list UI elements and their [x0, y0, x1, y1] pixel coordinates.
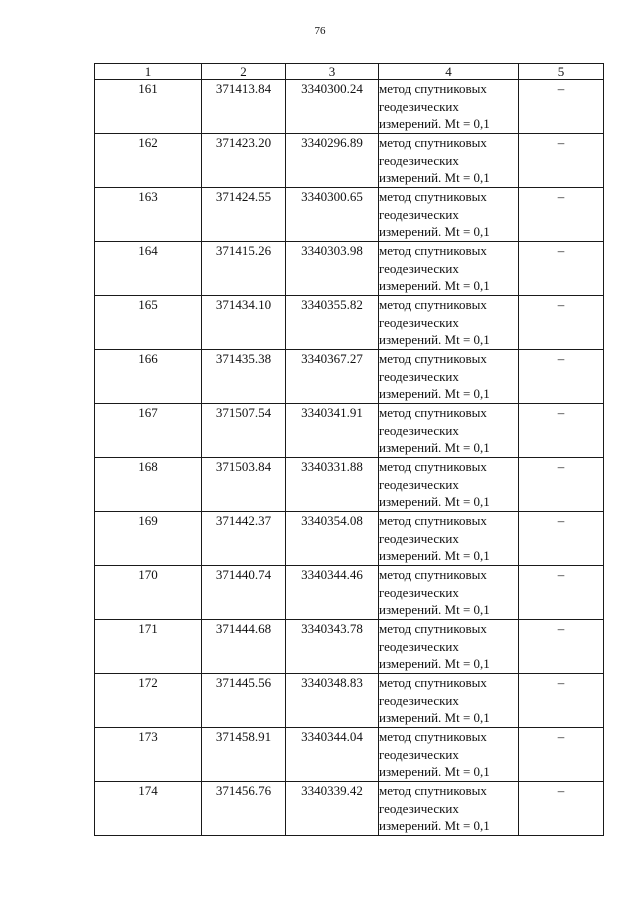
- table-row: [95, 80, 604, 134]
- y-coordinate-cell: 3340343.78: [286, 620, 379, 674]
- note-cell: –: [519, 80, 604, 134]
- x-coordinate-cell: 371444.68: [202, 620, 286, 674]
- x-coordinate-cell: 371503.84: [202, 458, 286, 512]
- coordinates-table: [94, 63, 604, 836]
- point-number-cell: 167: [95, 404, 202, 458]
- x-coordinate-cell: 371445.56: [202, 674, 286, 728]
- method-line: геодезических: [379, 638, 459, 654]
- method-cell: [379, 134, 519, 188]
- table-row: [95, 350, 604, 404]
- y-coordinate-cell: 3340303.98: [286, 242, 379, 296]
- point-number-cell: 165: [95, 296, 202, 350]
- method-line: метод спутниковых: [379, 783, 487, 798]
- method-line: геодезических: [379, 476, 459, 492]
- method-line: геодезических: [379, 746, 459, 762]
- method-line: геодезических: [379, 98, 459, 114]
- method-line: метод спутниковых: [379, 189, 487, 204]
- note-cell: –: [519, 242, 604, 296]
- column-header: 3: [286, 64, 379, 80]
- point-number-cell: 174: [95, 782, 202, 836]
- table-body: [95, 80, 604, 836]
- point-number-cell: 166: [95, 350, 202, 404]
- table-row: [95, 512, 604, 566]
- method-cell: [379, 188, 519, 242]
- method-line: измерений. Mt = 0,1: [379, 494, 490, 509]
- note-cell: –: [519, 404, 604, 458]
- table-row: [95, 296, 604, 350]
- x-coordinate-cell: 371442.37: [202, 512, 286, 566]
- table-row: [95, 458, 604, 512]
- method-cell: [379, 404, 519, 458]
- method-line: метод спутниковых: [379, 297, 487, 312]
- method-line: измерений. Mt = 0,1: [379, 764, 490, 779]
- method-line: метод спутниковых: [379, 135, 487, 150]
- method-line: геодезических: [379, 368, 459, 384]
- table-row: [95, 620, 604, 674]
- method-line: геодезических: [379, 314, 459, 330]
- method-cell: [379, 80, 519, 134]
- point-number-cell: 168: [95, 458, 202, 512]
- method-line: метод спутниковых: [379, 621, 487, 636]
- note-cell: –: [519, 566, 604, 620]
- y-coordinate-cell: 3340355.82: [286, 296, 379, 350]
- method-cell: [379, 350, 519, 404]
- method-cell: [379, 512, 519, 566]
- point-number-cell: 164: [95, 242, 202, 296]
- method-line: измерений. Mt = 0,1: [379, 278, 490, 293]
- x-coordinate-cell: 371415.26: [202, 242, 286, 296]
- x-coordinate-cell: 371456.76: [202, 782, 286, 836]
- y-coordinate-cell: 3340339.42: [286, 782, 379, 836]
- y-coordinate-cell: 3340348.83: [286, 674, 379, 728]
- table-row: [95, 404, 604, 458]
- note-cell: –: [519, 674, 604, 728]
- table-row: [95, 728, 604, 782]
- method-line: измерений. Mt = 0,1: [379, 548, 490, 563]
- table-row: [95, 242, 604, 296]
- note-cell: –: [519, 188, 604, 242]
- method-cell: [379, 674, 519, 728]
- x-coordinate-cell: 371434.10: [202, 296, 286, 350]
- method-line: метод спутниковых: [379, 405, 487, 420]
- method-cell: [379, 782, 519, 836]
- method-line: метод спутниковых: [379, 81, 487, 96]
- method-line: геодезических: [379, 422, 459, 438]
- table-header-row: [95, 64, 604, 80]
- column-header: 2: [202, 64, 286, 80]
- point-number-cell: 171: [95, 620, 202, 674]
- method-line: геодезических: [379, 152, 459, 168]
- x-coordinate-cell: 371507.54: [202, 404, 286, 458]
- point-number-cell: 172: [95, 674, 202, 728]
- page-number: 76: [314, 25, 326, 37]
- y-coordinate-cell: 3340344.04: [286, 728, 379, 782]
- method-line: измерений. Mt = 0,1: [379, 386, 490, 401]
- method-line: измерений. Mt = 0,1: [379, 332, 490, 347]
- method-cell: [379, 296, 519, 350]
- method-line: измерений. Mt = 0,1: [379, 710, 490, 725]
- note-cell: –: [519, 728, 604, 782]
- method-line: геодезических: [379, 530, 459, 546]
- table-row: [95, 134, 604, 188]
- column-header: 1: [95, 64, 202, 80]
- point-number-cell: 161: [95, 80, 202, 134]
- method-line: метод спутниковых: [379, 513, 487, 528]
- table-row: [95, 188, 604, 242]
- y-coordinate-cell: 3340341.91: [286, 404, 379, 458]
- method-cell: [379, 458, 519, 512]
- method-line: геодезических: [379, 260, 459, 276]
- y-coordinate-cell: 3340354.08: [286, 512, 379, 566]
- method-line: измерений. Mt = 0,1: [379, 602, 490, 617]
- table-row: [95, 674, 604, 728]
- point-number-cell: 173: [95, 728, 202, 782]
- method-line: измерений. Mt = 0,1: [379, 818, 490, 833]
- x-coordinate-cell: 371458.91: [202, 728, 286, 782]
- note-cell: –: [519, 296, 604, 350]
- method-line: метод спутниковых: [379, 459, 487, 474]
- method-line: измерений. Mt = 0,1: [379, 170, 490, 185]
- method-line: измерений. Mt = 0,1: [379, 224, 490, 239]
- y-coordinate-cell: 3340296.89: [286, 134, 379, 188]
- note-cell: –: [519, 782, 604, 836]
- x-coordinate-cell: 371440.74: [202, 566, 286, 620]
- x-coordinate-cell: 371413.84: [202, 80, 286, 134]
- method-line: метод спутниковых: [379, 567, 487, 582]
- y-coordinate-cell: 3340300.65: [286, 188, 379, 242]
- method-line: геодезических: [379, 800, 459, 816]
- method-line: измерений. Mt = 0,1: [379, 656, 490, 671]
- method-cell: [379, 242, 519, 296]
- method-cell: [379, 566, 519, 620]
- method-line: метод спутниковых: [379, 351, 487, 366]
- table-row: [95, 782, 604, 836]
- point-number-cell: 169: [95, 512, 202, 566]
- note-cell: –: [519, 512, 604, 566]
- method-line: геодезических: [379, 692, 459, 708]
- method-line: метод спутниковых: [379, 675, 487, 690]
- point-number-cell: 162: [95, 134, 202, 188]
- point-number-cell: 170: [95, 566, 202, 620]
- method-line: геодезических: [379, 206, 459, 222]
- column-header: 4: [379, 64, 519, 80]
- note-cell: –: [519, 458, 604, 512]
- method-cell: [379, 728, 519, 782]
- x-coordinate-cell: 371435.38: [202, 350, 286, 404]
- method-line: геодезических: [379, 584, 459, 600]
- y-coordinate-cell: 3340300.24: [286, 80, 379, 134]
- note-cell: –: [519, 620, 604, 674]
- method-line: метод спутниковых: [379, 729, 487, 744]
- method-cell: [379, 620, 519, 674]
- y-coordinate-cell: 3340331.88: [286, 458, 379, 512]
- point-number-cell: 163: [95, 188, 202, 242]
- note-cell: –: [519, 350, 604, 404]
- table-row: [95, 566, 604, 620]
- x-coordinate-cell: 371424.55: [202, 188, 286, 242]
- x-coordinate-cell: 371423.20: [202, 134, 286, 188]
- method-line: метод спутниковых: [379, 243, 487, 258]
- method-line: измерений. Mt = 0,1: [379, 440, 490, 455]
- method-line: измерений. Mt = 0,1: [379, 116, 490, 131]
- column-header: 5: [519, 64, 604, 80]
- note-cell: –: [519, 134, 604, 188]
- y-coordinate-cell: 3340367.27: [286, 350, 379, 404]
- y-coordinate-cell: 3340344.46: [286, 566, 379, 620]
